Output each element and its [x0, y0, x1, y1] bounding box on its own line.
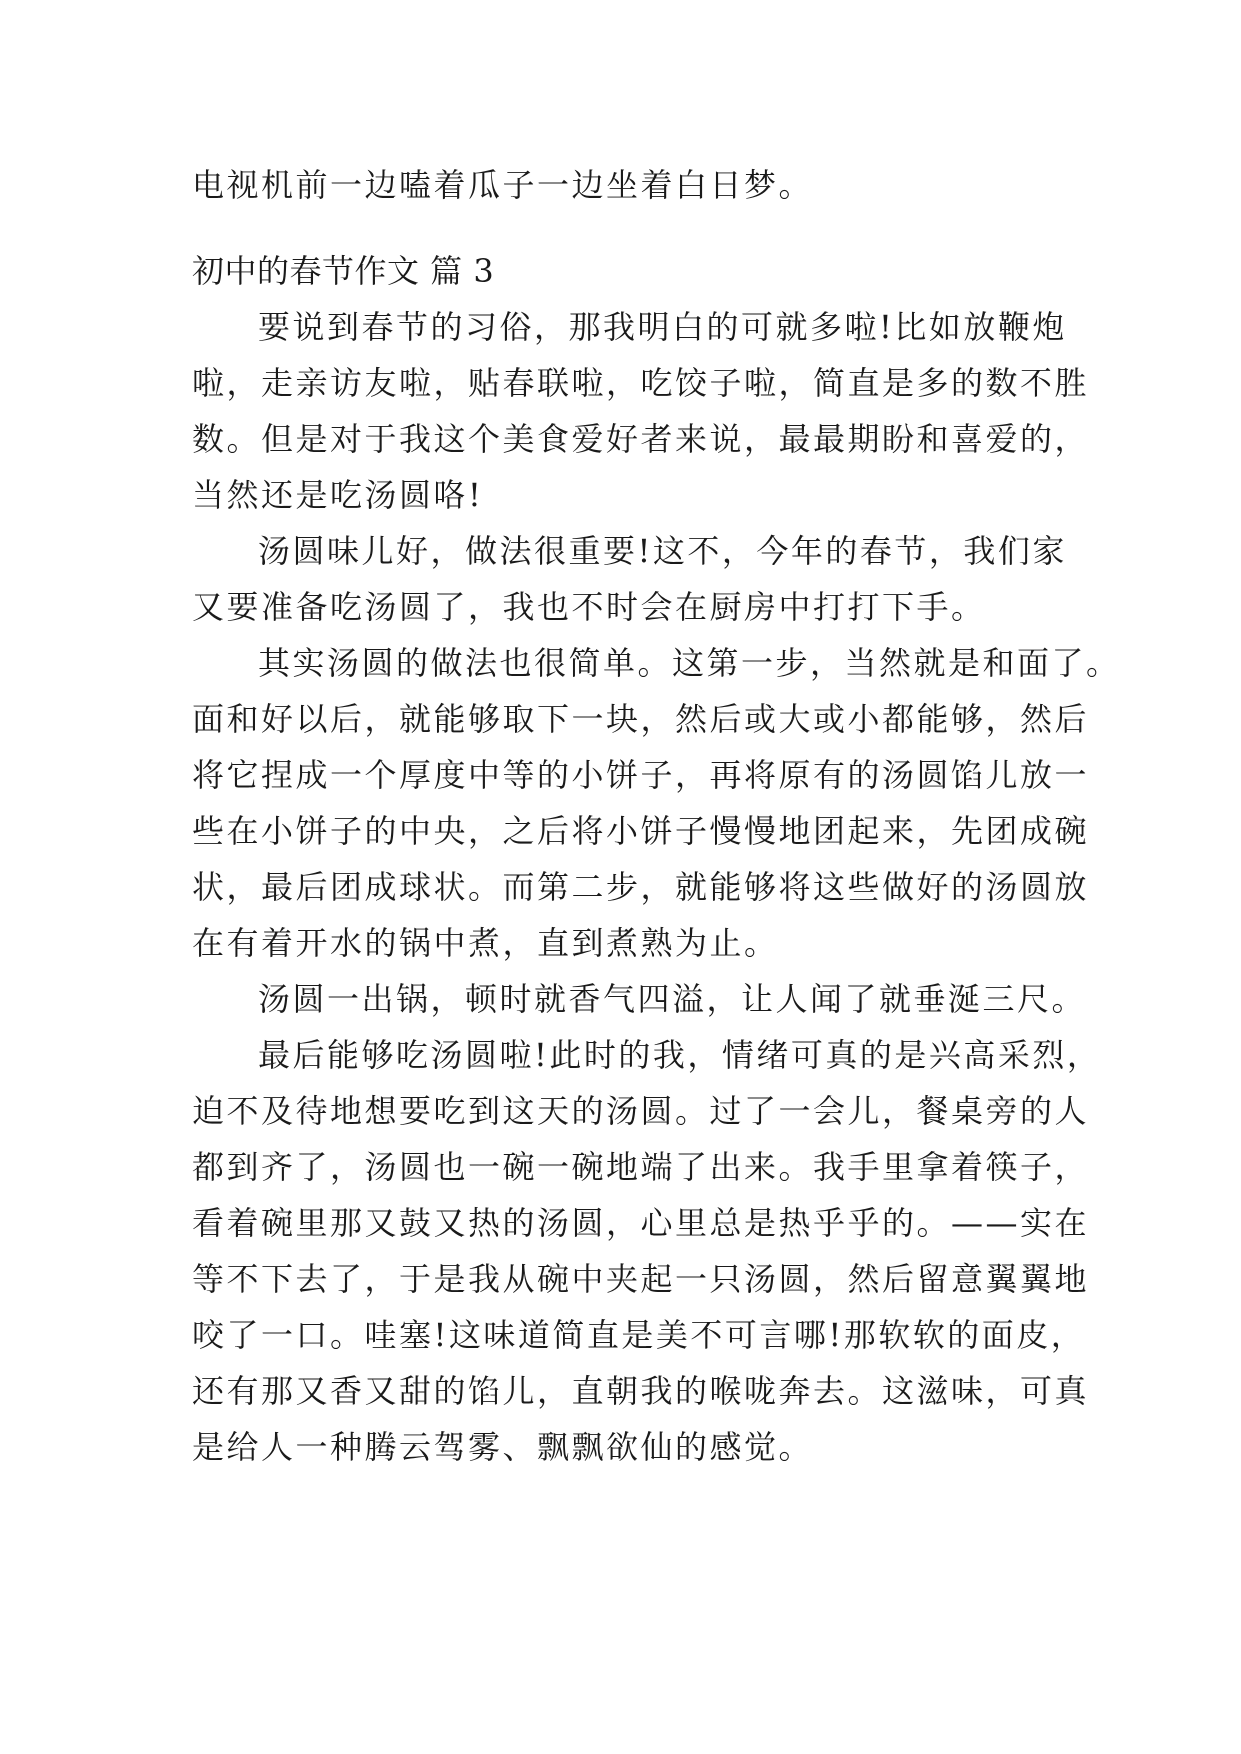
- text-line: 还有那又香又甜的馅儿，直朝我的喉咙奔去。这滋味，可真: [192, 1372, 1090, 1410]
- text-line: 看着碗里那又鼓又热的汤圆，心里总是热乎乎的。——实在: [192, 1204, 1090, 1242]
- text-line: 些在小饼子的中央，之后将小饼子慢慢地团起来，先团成碗: [192, 812, 1090, 850]
- text-line: 都到齐了，汤圆也一碗一碗地端了出来。我手里拿着筷子，: [192, 1148, 1090, 1186]
- section-title: 初中的春节作文 篇 3: [192, 252, 495, 290]
- text-line: 汤圆一出锅，顿时就香气四溢，让人闻了就垂涎三尺。: [258, 980, 1087, 1018]
- text-line: 啦，走亲访友啦，贴春联啦，吃饺子啦，简直是多的数不胜: [192, 364, 1090, 402]
- text-line: 电视机前一边嗑着瓜子一边坐着白日梦。: [192, 166, 814, 204]
- text-line: 是给人一种腾云驾雾、飘飘欲仙的感觉。: [192, 1428, 814, 1466]
- text-line: 状，最后团成球状。而第二步，就能够将这些做好的汤圆放: [192, 868, 1090, 906]
- text-line: 迫不及待地想要吃到这天的汤圆。过了一会儿，餐桌旁的人: [192, 1092, 1090, 1130]
- text-line: 当然还是吃汤圆咯!: [192, 476, 484, 514]
- text-line: 面和好以后，就能够取下一块，然后或大或小都能够，然后: [192, 700, 1090, 738]
- text-line: 咬了一口。哇塞!这味道简直是美不可言哪!那软软的面皮，: [192, 1316, 1086, 1354]
- text-line: 要说到春节的习俗，那我明白的可就多啦!比如放鞭炮: [258, 308, 1067, 346]
- text-line: 在有着开水的锅中煮，直到煮熟为止。: [192, 924, 779, 962]
- text-line: 数。但是对于我这个美食爱好者来说，最最期盼和喜爱的，: [192, 420, 1090, 458]
- text-line: 其实汤圆的做法也很简单。这第一步，当然就是和面了。: [258, 644, 1121, 682]
- text-line: 汤圆味儿好，做法很重要!这不，今年的春节，我们家: [258, 532, 1067, 570]
- text-line: 等不下去了，于是我从碗中夹起一只汤圆，然后留意翼翼地: [192, 1260, 1090, 1298]
- text-line: 将它捏成一个厚度中等的小饼子，再将原有的汤圆馅儿放一: [192, 756, 1090, 794]
- text-line: 最后能够吃汤圆啦!此时的我，情绪可真的是兴高采烈，: [258, 1036, 1102, 1074]
- text-line: 又要准备吃汤圆了，我也不时会在厨房中打打下手。: [192, 588, 986, 626]
